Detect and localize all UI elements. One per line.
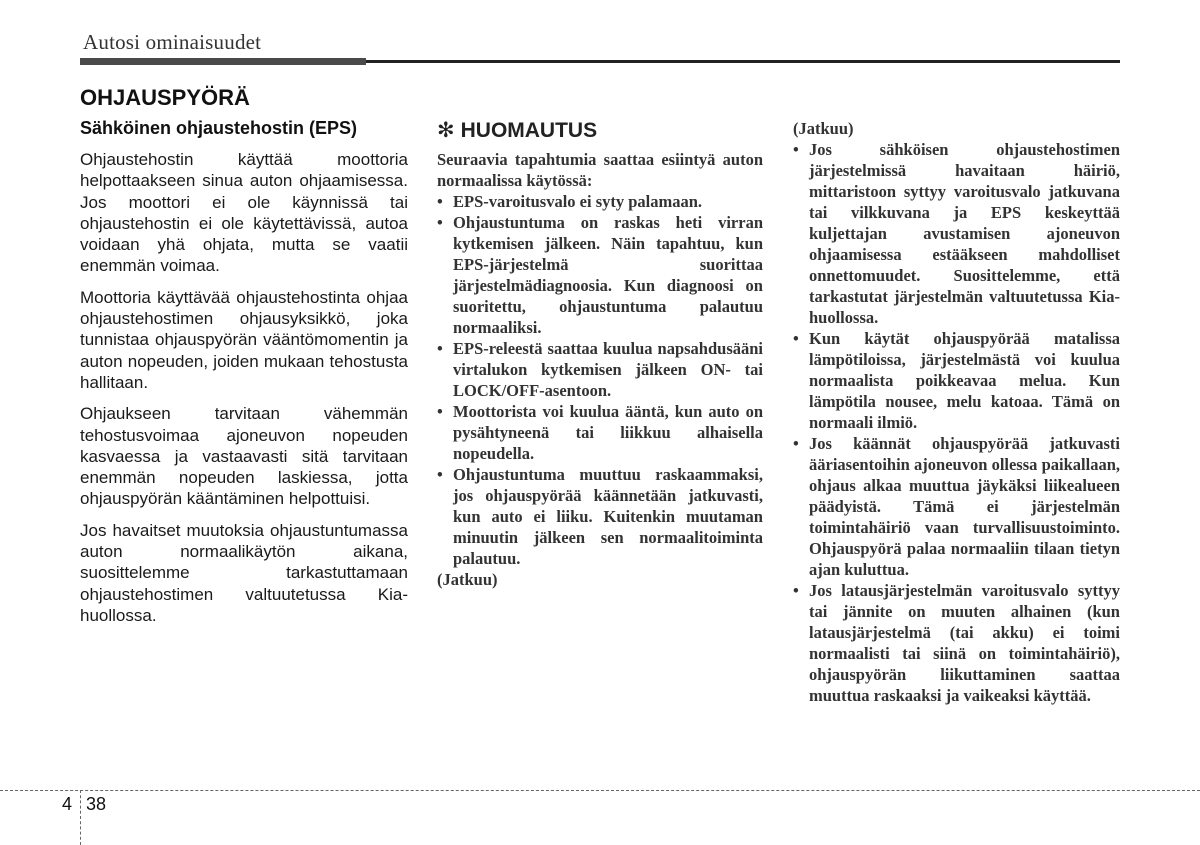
list-item xyxy=(437,338,763,401)
footer-page-divider xyxy=(80,790,81,845)
list-item xyxy=(437,464,763,569)
list-item-text: Moottorista voi kuulua ääntä, kun auto on pysähtyneenä tai liikkuu alhaisella nopeudella. xyxy=(453,402,763,463)
list-item xyxy=(793,328,1120,433)
bullet-icon: • xyxy=(793,581,799,600)
list-item-text: Ohjaustuntuma on raskas heti virran kytkemisen jälkeen. Näin tapahtuu, kun EPS-järjestelmä suorittaa järjestelmädiagnoosia. Kun diagnoosi on suoritettu, ohjaustuntuma palautuu normaaliksi. xyxy=(453,213,763,337)
column-3 xyxy=(793,118,1120,706)
list-item xyxy=(437,212,763,338)
bullet-icon: • xyxy=(437,465,443,484)
chapter-header-title: Autosi ominaisuudet xyxy=(83,30,262,54)
bullet-icon: • xyxy=(793,434,799,453)
subheading-eps: Sähköinen ohjaustehostin (EPS) xyxy=(80,118,358,138)
bullet-icon: • xyxy=(437,402,443,421)
column-1 xyxy=(80,118,408,636)
section-title: OHJAUSPYÖRÄ xyxy=(80,85,250,110)
list-item xyxy=(437,401,763,464)
list-item xyxy=(793,433,1120,580)
continued-label: (Jatkuu) xyxy=(793,119,854,138)
list-item xyxy=(793,139,1120,328)
note-intro: Seuraavia tapahtumia saattaa esiintyä auton normaalissa käytössä: xyxy=(437,150,763,190)
list-item xyxy=(793,580,1120,706)
list-item-text: Kun käytät ohjauspyörää matalissa lämpötiloissa, järjestelmästä voi kuulua normaalista poikkeavaa melua. Kun lämpötila nousee, melu katoaa. Tämä on normaali ilmiö. xyxy=(809,329,1120,432)
list-item-text: Jos käännät ohjauspyörää jatkuvasti ääriasentoihin ajoneuvon ollessa paikallaan, ohjaus alkaa muuttua jäykäksi liikealueen päädyistä. Tämä ei järjestelmän toimintahäiriö vaan turvallisuustoiminto. Ohjauspyörä palaa normaaliin tilaan tietyn ajan kuluttua. xyxy=(809,434,1120,579)
continued-label: (Jatkuu) xyxy=(437,570,498,589)
paragraph: Jos havaitset muutoksia ohjaustuntumassa auton normaalikäytön aikana, suosittelemme tarkastuttamaan ohjaustehostimen valtuutetussa Kia-huollossa. xyxy=(80,520,408,625)
paragraph: Ohjaukseen tarvitaan vähemmän tehostusvoimaa ajoneuvon nopeuden kasvaessa ja vastaavasti sitä tarvitaan enemmän nopeuden laskiessa, jotta ohjauspyörän kääntäminen helpottuisi. xyxy=(80,404,408,509)
note-title: HUOMAUTUS xyxy=(460,118,598,142)
header-divider-accent xyxy=(80,58,366,65)
paragraph: Moottoria käyttävää ohjaustehostinta ohjaa ohjaustehostimen ohjausyksikkö, joka tunnistaa ohjauspyörän vääntömomentin ja auton nopeuden, joiden mukaan tehostusta hallitaan. xyxy=(80,287,408,392)
asterisk-note-icon: ✻ xyxy=(437,119,455,142)
list-item-text: EPS-releestä saattaa kuulua napsahdusääni virtalukon kytkemisen jälkeen ON- tai LOCK/OFF-asentoon. xyxy=(453,339,763,400)
note-bullet-list xyxy=(437,191,763,569)
bullet-icon: • xyxy=(793,140,799,159)
note-box xyxy=(437,118,763,590)
footer-divider xyxy=(0,790,1200,791)
list-item xyxy=(437,191,763,212)
paragraph: Ohjaustehostin käyttää moottoria helpottaakseen sinua auton ohjaamisessa. Jos moottori ei ole käynnissä tai ohjaustehostin ei ole käytettävissä, autoa voidaan yhä ohjata, mutta se vaatii enemmän voimaa. xyxy=(80,150,408,276)
bullet-icon: • xyxy=(437,339,443,358)
bullet-icon: • xyxy=(437,213,443,232)
list-item-text: Jos sähköisen ohjaustehostimen järjestelmissä havaitaan häiriö, mittaristoon syttyy varoitusvalo jatkuvana tai vilkkuvana ja EPS keskeyttää kuljettajan avustamisen ajoneuvon ohjaamisessa estääkseen mahdolliset onnettomuudet. Suosittelemme, että tarkastutat järjestelmän valtuutetussa Kia-huollossa. xyxy=(809,140,1120,327)
list-item-text: EPS-varoitusvalo ei syty palamaan. xyxy=(453,192,703,211)
page-number: 38 xyxy=(86,794,107,814)
bullet-icon: • xyxy=(793,329,799,348)
list-item-text: Ohjaustuntuma muuttuu raskaammaksi, jos ohjauspyörää käännetään jatkuvasti, kun auto ei liiku. Kuitenkin muutaman minuutin jälkeen sen normaalitoiminta palautuu. xyxy=(453,465,763,568)
note-heading xyxy=(437,118,763,143)
chapter-number: 4 xyxy=(62,794,73,814)
bullet-list xyxy=(793,139,1120,706)
bullet-icon: • xyxy=(437,192,443,211)
list-item-text: Jos latausjärjestelmän varoitusvalo syttyy tai jännite on muuten alhainen (kun latausjärjestelmä (tai akku) ei toimi normaalisti tai siinä on toimintahäiriö), ohjauspyörän liikuttaminen saattaa muuttua raskaaksi ja vaikeaksi käyttää. xyxy=(809,581,1120,705)
